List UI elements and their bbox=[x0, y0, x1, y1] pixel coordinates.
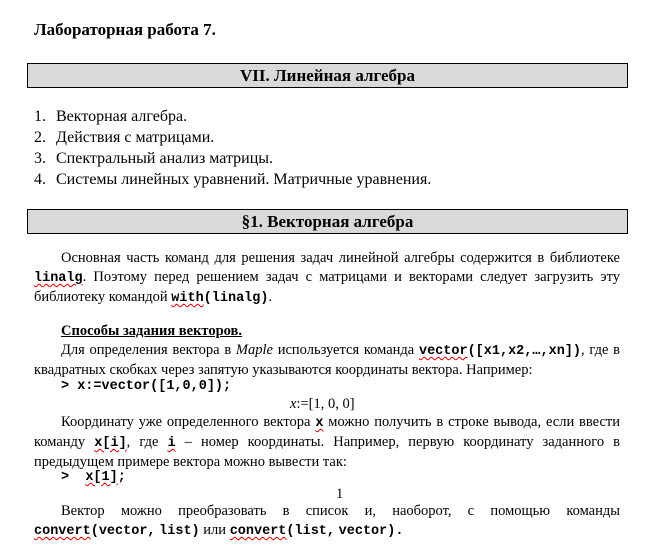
code-vector: vector bbox=[418, 344, 468, 359]
section-band: VII. Линейная алгебра bbox=[27, 63, 628, 88]
command-line-1: > x:=vector([1,0,0]); bbox=[61, 379, 232, 394]
lab-title: Лабораторная работа 7. bbox=[34, 20, 216, 39]
command-line-2: > x[1]; bbox=[61, 470, 126, 485]
coordinate-paragraph: Координату уже определенного вектора x можно получить в строке вывода, если ввести команду x[i], где i – номер координаты. Например, первую координату заданного в предыдущем примере вектора можно вывести так: bbox=[34, 414, 621, 470]
list-item: 4. Системы линейных уравнений. Матричные уравнения. bbox=[34, 171, 432, 188]
code-linalg: linalg bbox=[34, 271, 83, 286]
list-item: 1. Векторная алгебра. bbox=[34, 108, 188, 125]
vector-def-paragraph: Для определения вектора в Maple используется команда vector([x1,x2,…,xn]), где в квадратных скобках через запятую указываются координаты вектора. Например: bbox=[34, 342, 620, 378]
paragraph-band: §1. Векторная алгебра bbox=[27, 209, 628, 234]
maple-word: Maple bbox=[235, 342, 273, 358]
convert-paragraph: Вектор можно преобразовать в список и, наоборот, с помощью команды convert(vector, list) или convert(list, vector). bbox=[34, 503, 620, 539]
intro-paragraph: Основная часть команд для решения задач линейной алгебры содержится в библиотеке linalg. Поэтому перед решением задач с матрицами и векторами следует загрузить эту библиотеку командой with(linalg). bbox=[34, 250, 620, 306]
table-of-contents bbox=[34, 106, 431, 190]
output-line-1: x:=[1, 0, 0] bbox=[290, 396, 355, 412]
list-item: 3. Спектральный анализ матрицы. bbox=[34, 150, 274, 167]
code-with: with bbox=[171, 291, 204, 306]
sub-heading: Способы задания векторов. bbox=[61, 323, 243, 339]
output-line-2: 1 bbox=[336, 486, 344, 502]
list-item: 2. Действия с матрицами. bbox=[34, 129, 215, 146]
